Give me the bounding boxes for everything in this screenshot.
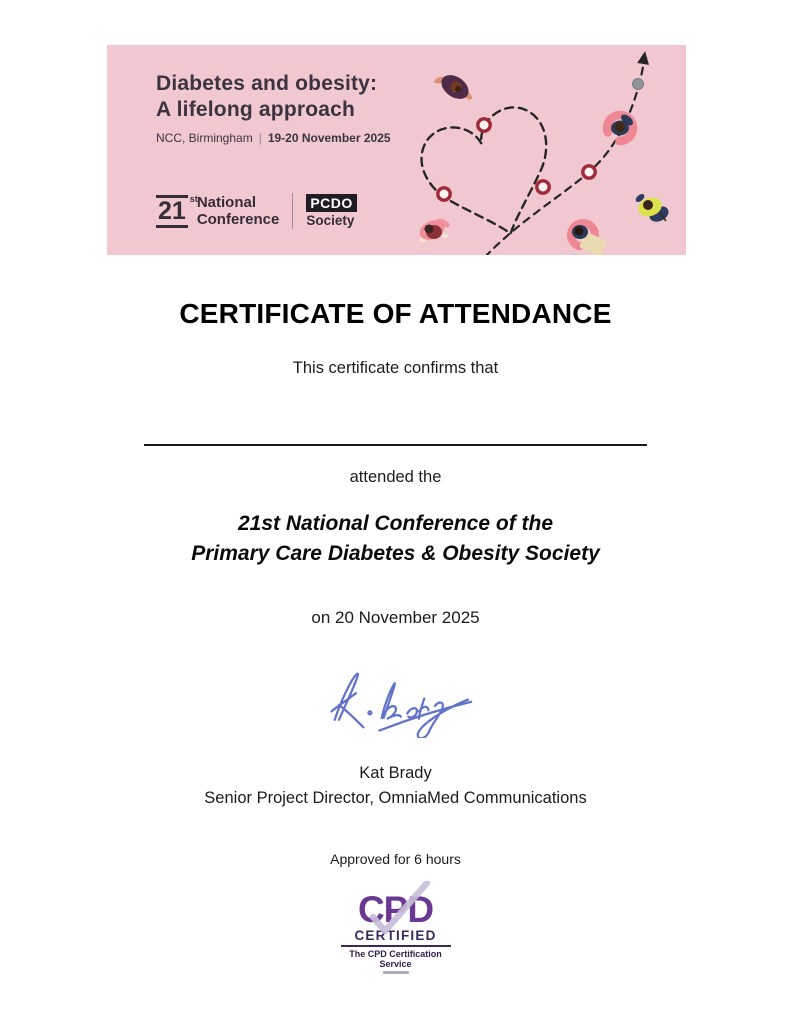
- cpd-rule: [341, 945, 451, 947]
- cpd-service-text: [337, 949, 455, 969]
- logo-number: 21: [156, 195, 188, 228]
- certificate-heading: CERTIFICATE OF ATTENDANCE: [179, 298, 612, 329]
- event-name: [0, 509, 791, 569]
- logo-ordinal: st: [189, 193, 198, 204]
- cpd-certified-label: CERTIFIED: [354, 928, 437, 943]
- logo-divider: [292, 193, 293, 229]
- person-walking-icon: [433, 70, 473, 104]
- venue-text: NCC, Birmingham: [156, 131, 253, 145]
- dates-text: 19-20 November 2025: [267, 131, 391, 145]
- separator-bar: |: [258, 131, 262, 145]
- cpd-acronym: CPD: [357, 889, 434, 930]
- cpd-service-line1: The CPD Certification: [349, 948, 442, 959]
- logo-name-line2: Conference: [196, 211, 280, 228]
- banner-title-line2: A lifelong approach: [156, 98, 356, 121]
- person-sitting-icon: [634, 192, 671, 224]
- event-name-line2: Primary Care Diabetes & Obesity Society: [191, 542, 600, 565]
- logo-number-block: [156, 193, 198, 228]
- route-waypoint-rings-icon: [438, 119, 595, 200]
- logo-name: [197, 194, 280, 228]
- society-logo: [306, 194, 356, 229]
- signer-name: Kat Brady: [359, 764, 432, 782]
- route-dot-icon: [633, 79, 644, 90]
- attended-text: attended the: [349, 468, 442, 486]
- signer-title: Senior Project Director, OmniaMed Communications: [204, 789, 587, 807]
- conference-logo: [156, 193, 357, 229]
- event-name-line1: 21st National Conference of the: [237, 512, 554, 535]
- pcdo-box: PCDO: [306, 194, 356, 212]
- event-date-text: on 20 November 2025: [311, 608, 480, 627]
- banner-title: [156, 71, 377, 123]
- approval-text: Approved for 6 hours: [330, 851, 461, 867]
- cpd-fine-print: [383, 971, 409, 974]
- person-in-armchair-icon: [603, 111, 636, 144]
- banner-subtitle: [156, 131, 391, 145]
- confirm-text: This certificate confirms that: [292, 359, 499, 377]
- banner-title-line1: Diabetes and obesity:: [156, 72, 378, 95]
- dashed-route-arrow-icon: [485, 50, 651, 255]
- cpd-certified-logo: [0, 889, 791, 974]
- attendee-name-line: [144, 444, 647, 446]
- event-banner: [107, 45, 686, 255]
- cpd-service-line2: Service: [379, 958, 412, 969]
- walking-people-illustration: [397, 45, 686, 255]
- society-word: Society: [306, 212, 355, 228]
- person-walking-icon: [416, 216, 450, 243]
- logo-name-line1: National: [196, 194, 256, 211]
- signature-scribble: [310, 658, 482, 738]
- person-at-desk-icon: [568, 220, 608, 255]
